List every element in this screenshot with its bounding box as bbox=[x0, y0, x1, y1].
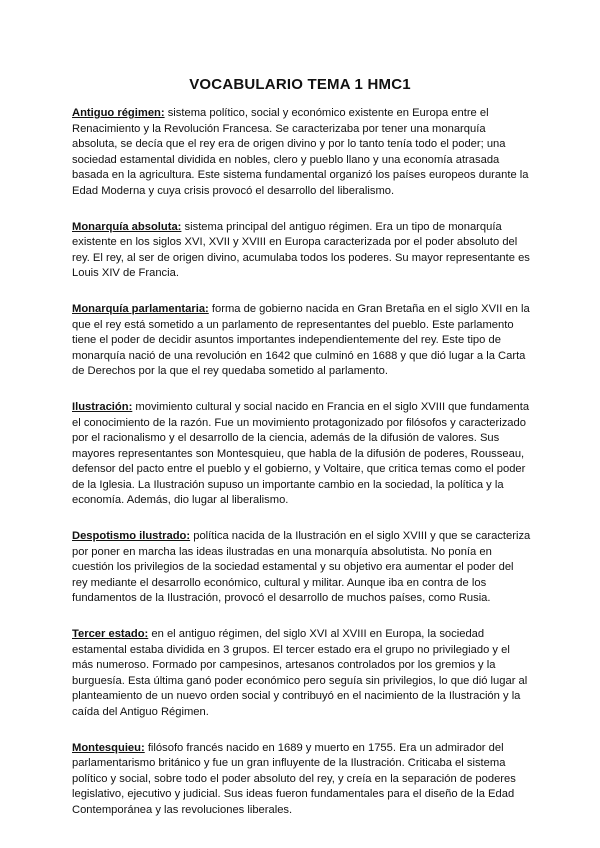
term: Monarquía parlamentaria: bbox=[72, 302, 209, 315]
term: Despotismo ilustrado: bbox=[72, 530, 191, 543]
definition: filósofo francés nacido en 1689 y muerto en 1755. Era un admirador del parlamentarismo británico y fue un gran influyente de la Ilustración. Criticaba el sistema político y social, sobre todo el poder absoluto del rey, y creía en la separación de poderes legislativo, ejecutivo y judicial. Sus ideas fueron fundamentales para el diseño de la Edad Contemporánea y las revoluciones liberales. bbox=[72, 741, 516, 816]
definition: política nacida de la Ilustración en el siglo XVIII y que se caracteriza por poner en marcha las ideas ilustradas en una monarquía absolutista. No ponía en cuestión los privilegios de la sociedad estamental y su objetivo era aumentar el poder del rey mediante el desarrollo económico, cultural y militar. Aunque iba en contra de los fundamentos de la Ilustración, provocó el desarrollo de muchos países, como Rusia. bbox=[72, 530, 531, 605]
vocabulary-entry-monarquia-parlamentaria bbox=[72, 302, 532, 380]
term: Monarquía absoluta: bbox=[72, 220, 182, 233]
term: Tercer estado: bbox=[72, 628, 149, 641]
document-title: VOCABULARIO TEMA 1 HMC1 bbox=[189, 76, 411, 93]
vocabulary-entry-montesquieu bbox=[72, 741, 532, 819]
definition: sistema principal del antiguo régimen. Era un tipo de monarquía existente en los siglos XVI, XVII y XVIII en Europa caracterizada por el poder absoluto del rey. El rey, al ser de origen divino, acumulaba todos los poderes. Su mayor representante es Louis XIV de Francia. bbox=[72, 220, 530, 280]
vocabulary-entry-despotismo-ilustrado bbox=[72, 529, 532, 607]
definition: movimiento cultural y social nacido en Francia en el siglo XVIII que fundamenta el conocimiento de la razón. Fue un movimiento protagonizado por filósofos y caracterizado por el racionalismo y el desarrollo de la ciencia, además de la difusión de valores. Sus mayores representantes son Montesquieu, que habla de la difusión de poderes, Rousseau, defensor del pacto entre el pueblo y el gobierno, y Voltaire, que critica temas como el poder de la Iglesia. La Ilustración supuso un importante cambio en la sociedad, la política y la economía. Además, dio lugar al liberalismo. bbox=[72, 400, 530, 507]
definition: sistema político, social y económico existente en Europa entre el Renacimiento y la Revolución Francesa. Se caracterizaba por tener una monarquía absoluta, se decía que el rey era de origen divino y por lo tanto tenía todo el poder; una sociedad estamental dividida en nobles, clero y pueblo llano y una economía atrasada basada en la agricultura. Este sistema fundamental organizó los países europeos durante la Edad Moderna y cuya crisis provocó el desarrollo del liberalismo. bbox=[72, 107, 529, 197]
vocabulary-entry-tercer-estado bbox=[72, 627, 532, 721]
vocabulary-entry-ilustracion bbox=[72, 400, 532, 509]
vocabulary-entry-antiguo-regimen bbox=[72, 106, 532, 200]
term: Antiguo régimen: bbox=[72, 107, 165, 119]
term: Ilustración: bbox=[72, 400, 133, 413]
definition: en el antiguo régimen, del siglo XVI al XVIII en Europa, la sociedad estamental estaba dividida en 3 grupos. El tercer estado era el grupo no privilegiado y el más numeroso. Formado por campesinos, artesanos controlados por los gremios y la burguesía. Esta última ganó poder económico pero seguía sin privilegios, lo que dió lugar al planteamiento de un nuevo orden social y contribuyó en el nacimiento de la Ilustración y la caída del Antiguo Régimen. bbox=[72, 628, 528, 718]
vocabulary-list bbox=[72, 106, 532, 839]
vocabulary-entry-monarquia-absoluta bbox=[72, 220, 532, 282]
definition: forma de gobierno nacida en Gran Bretaña en el siglo XVII en la que el rey está sometido a un parlamento de representantes del pueblo. Este parlamento tiene el poder de decidir asuntos importantes independientemente del rey. Este tipo de monarquía nació de una revolución en 1642 que culminó en 1688 y que dió lugar a la Carta de Derechos por la que el rey quedaba sometido al parlamento. bbox=[72, 302, 530, 378]
term: Montesquieu: bbox=[72, 741, 145, 754]
